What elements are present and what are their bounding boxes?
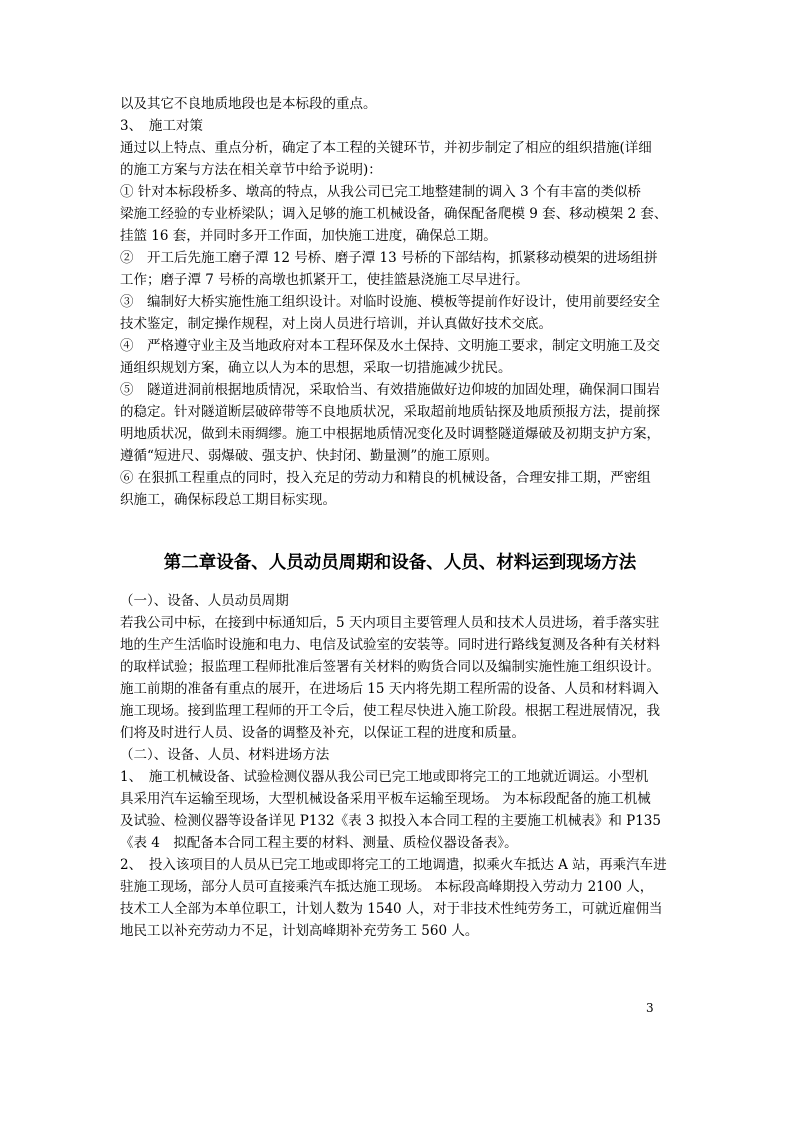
text-line: ② 开工后先施工磨子潭 12 号桥、磨子潭 13 号桥的下部结构，抓紧移动模架的进场组拼 (120, 250, 658, 266)
text-line: 工作；磨子潭 7 号桥的高墩也抓紧开工，使挂篮悬浇施工尽早进行。 (120, 272, 529, 288)
text-line: 技术工人全部为本单位职工，计划人数为 1540 人，对于非技术性纯劳务工，可就近雇佣当 (120, 901, 663, 917)
text-line: ① 针对本标段桥多、墩高的特点，从我公司已完工地整建制的调入 3 个有丰富的类似桥 (120, 184, 641, 200)
chapter-title: 第二章设备、人员动员周期和设备、人员、材料运到现场方法 (163, 552, 637, 573)
text-line: 织施工，确保标段总工期目标实现。 (120, 492, 336, 508)
mobilization-section (120, 590, 680, 942)
text-line: 《表 4 拟配备本合同工程主要的材料、测量、质检仪器设备表》。 (120, 835, 518, 851)
text-line: 挂篮 16 套，并同时多开工作面，加快施工进度，确保总工期。 (120, 228, 497, 244)
text-line: 的施工方案与方法在相关章节中给予说明)： (120, 162, 382, 178)
subsection-heading: （二）、设备、人员、材料进场方法 (120, 747, 330, 763)
text-line: 若我公司中标，在接到中标通知后，5 天内项目主要管理人员和技术人员进场，着手落实驻 (120, 615, 660, 631)
text-line: 2、 投入该项目的人员从已完工地或即将完工的工地调遣，拟乘火车抵达 A 站，再乘汽车进 (120, 857, 667, 873)
text-line: 通过以上特点、重点分析，确定了本工程的关键环节，并初步制定了相应的组织措施(详细 (120, 140, 652, 156)
text-line: 明地质状况，做到未雨绸缪。施工中根据地质情况变化及时调整隧道爆破及初期支护方案， (120, 426, 660, 442)
text-line: 以及其它不良地质地段也是本标段的重点。 (120, 96, 377, 112)
text-line: 的稳定。针对隧道断层破碎带等不良地质状况，采取超前地质钻探及地质预报方法，提前探 (120, 404, 660, 420)
section-heading: 3、 施工对策 (120, 118, 203, 134)
text-line: 驻施工现场，部分人员可直接乘汽车抵达施工现场。 本标段高峰期投入劳动力 2100 人， (120, 879, 654, 895)
text-line: 技术鉴定，制定操作规程，对上岗人员进行培训，并认真做好技术交底。 (120, 316, 552, 332)
text-line: 1、 施工机械设备、试验检测仪器从我公司已完工地或即将完工的工地就近调运。小型机 (120, 769, 649, 785)
text-line: ⑥ 在狠抓工程重点的同时，投入充足的劳动力和精良的机械设备，合理安排工期，严密组 (120, 470, 651, 486)
construction-measures-section (120, 93, 680, 511)
text-line: 梁施工经验的专业桥梁队；调入足够的施工机械设备，确保配备爬模 9 套、移动模架 2 套、 (120, 206, 668, 222)
text-line: 的取样试验；报监理工程师批准后签署有关材料的购货合同以及编制实施性施工组织设计。 (120, 659, 660, 675)
text-line: 施工现场。接到监理工程师的开工令后，使工程尽快进入施工阶段。根据工程进展情况，我 (120, 703, 660, 719)
text-line: 地的生产生活临时设施和电力、电信及试验室的安装等。同时进行路线复测及各种有关材料 (120, 637, 660, 653)
text-line: 施工前期的准备有重点的展开，在进场后 15 天内将先期工程所需的设备、人员和材料调入 (120, 681, 659, 697)
text-line: 及试验、检测仪器等设备详见 P132《表 3 拟投入本合同工程的主要施工机械表》和 P135 (120, 813, 661, 829)
text-line: 遵循“短进尺、弱爆破、强支护、快封闭、勤量测”的施工原则。 (120, 448, 499, 464)
text-line: 通组织规划方案，确立以人为本的思想，采取一切措施减少扰民。 (120, 360, 512, 376)
text-line: 具采用汽车运输至现场，大型机械设备采用平板车运输至现场。 为本标段配备的施工机械 (120, 791, 651, 807)
page-number: 3 (646, 1001, 654, 1015)
text-line: 地民工以补充劳动力不足，计划高峰期补充劳务工 560 人。 (120, 923, 479, 939)
subsection-heading: （一）、设备、人员动员周期 (120, 593, 289, 609)
text-line: ⑤ 隧道进洞前根据地质情况，采取恰当、有效措施做好边仰坡的加固处理，确保洞口围岩 (120, 382, 660, 398)
text-line: ④ 严格遵守业主及当地政府对本工程环保及水土保持、文明施工要求，制定文明施工及交 (120, 338, 660, 354)
text-line: ③ 编制好大桥实施性施工组织设计。对临时设施、模板等提前作好设计，使用前要经安全 (120, 294, 660, 310)
text-line: 们将及时进行人员、设备的调整及补充，以保证工程的进度和质量。 (120, 725, 525, 741)
